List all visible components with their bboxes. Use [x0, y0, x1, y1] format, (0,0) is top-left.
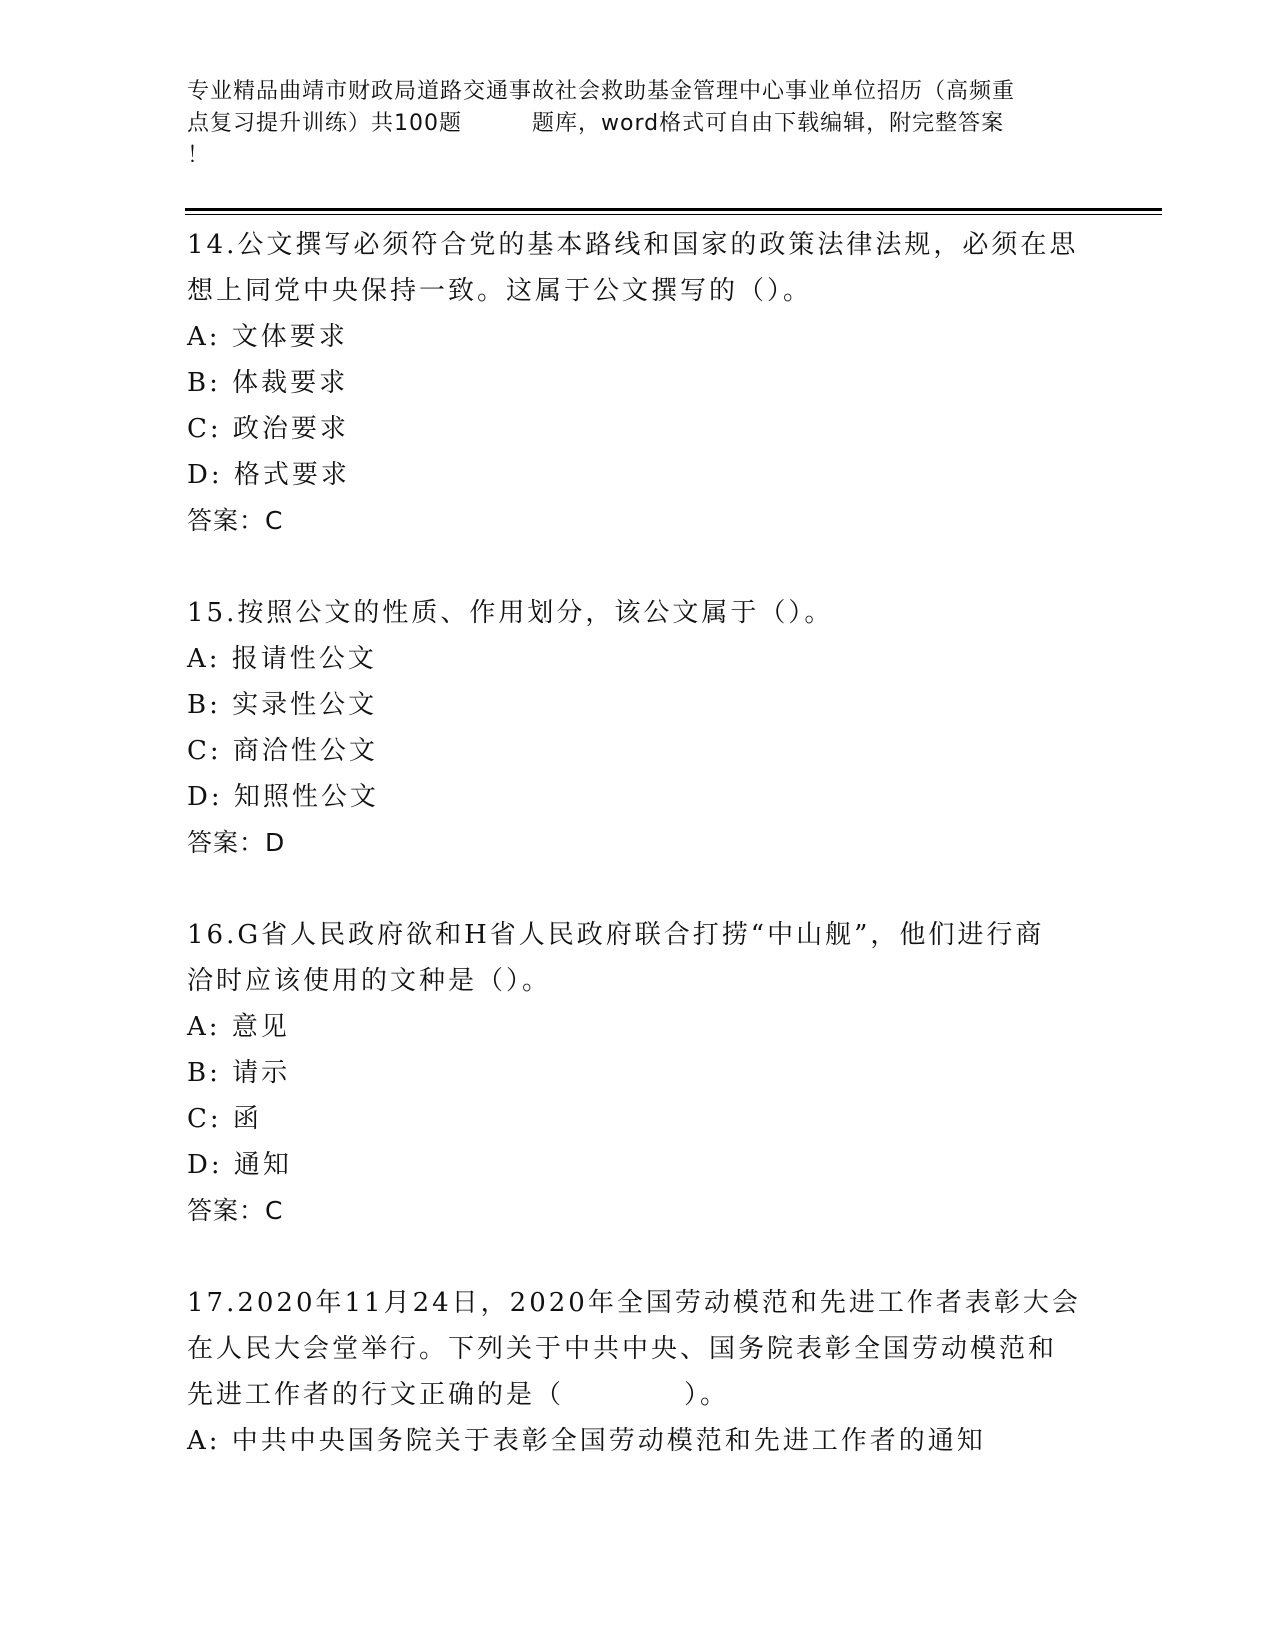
- option-b: B: 实录性公文: [187, 690, 378, 720]
- question-list: [187, 222, 1087, 1464]
- header-line-2-part-a: 点复习提升训练）共100题: [187, 111, 462, 136]
- question-stem-line: 15.按照公文的性质、作用划分，该公文属于（）。: [187, 598, 834, 628]
- question-stem-line: 想上同党中央保持一致。这属于公文撰写的（）。: [187, 276, 813, 306]
- question-16: [187, 912, 1087, 1234]
- question-17: [187, 1280, 1087, 1464]
- option-a: A: 文体要求: [187, 322, 348, 352]
- option-d: D: 知照性公文: [187, 782, 379, 812]
- question-stem-line: 洽时应该使用的文种是（）。: [187, 966, 552, 996]
- question-stem-part: 先进工作者的行文正确的是（: [187, 1380, 565, 1410]
- option-c: C: 政治要求: [187, 414, 349, 444]
- question-stem-line: 17.2020年11月24日，2020年全国劳动模范和先进工作者表彰大会: [187, 1288, 1081, 1318]
- header-line-3: ！: [187, 143, 211, 168]
- question-15: [187, 590, 1087, 866]
- answer: 答案：C: [187, 1196, 284, 1225]
- option-d: D: 格式要求: [187, 460, 350, 490]
- document-header: [187, 76, 1087, 172]
- question-stem-line: 16.G省人民政府欲和H省人民政府联合打捞“中山舰”，他们进行商: [187, 920, 1045, 950]
- header-divider: [185, 208, 1162, 215]
- option-d: D: 通知: [187, 1150, 292, 1180]
- question-stem-line: 在人民大会堂举行。下列关于中共中央、国务院表彰全国劳动模范和: [187, 1334, 1058, 1364]
- header-line-1: 专业精品曲靖市财政局道路交通事故社会救助基金管理中心事业单位招历（高频重: [187, 79, 1016, 104]
- header-line-2: [187, 108, 1087, 140]
- option-b: B: 请示: [187, 1058, 291, 1088]
- question-14: [187, 222, 1087, 544]
- answer: 答案：C: [187, 506, 284, 535]
- option-c: C: 函: [187, 1104, 262, 1134]
- option-a: A: 报请性公文: [187, 644, 377, 674]
- option-a: A: 中共中央国务院关于表彰全国劳动模范和先进工作者的通知: [187, 1426, 986, 1456]
- option-b: B: 体裁要求: [187, 368, 349, 398]
- header-line-2-part-b: 题库，word格式可自由下载编辑，附完整答案: [532, 111, 1005, 136]
- question-stem-line: 14.公文撰写必须符合党的基本路线和国家的政策法律法规，必须在思: [187, 230, 1079, 260]
- answer: 答案：D: [187, 828, 286, 857]
- option-c: C: 商洽性公文: [187, 736, 378, 766]
- question-stem-part: ）。: [684, 1380, 730, 1410]
- option-a: A: 意见: [187, 1012, 290, 1042]
- question-stem-line: [187, 1372, 1087, 1418]
